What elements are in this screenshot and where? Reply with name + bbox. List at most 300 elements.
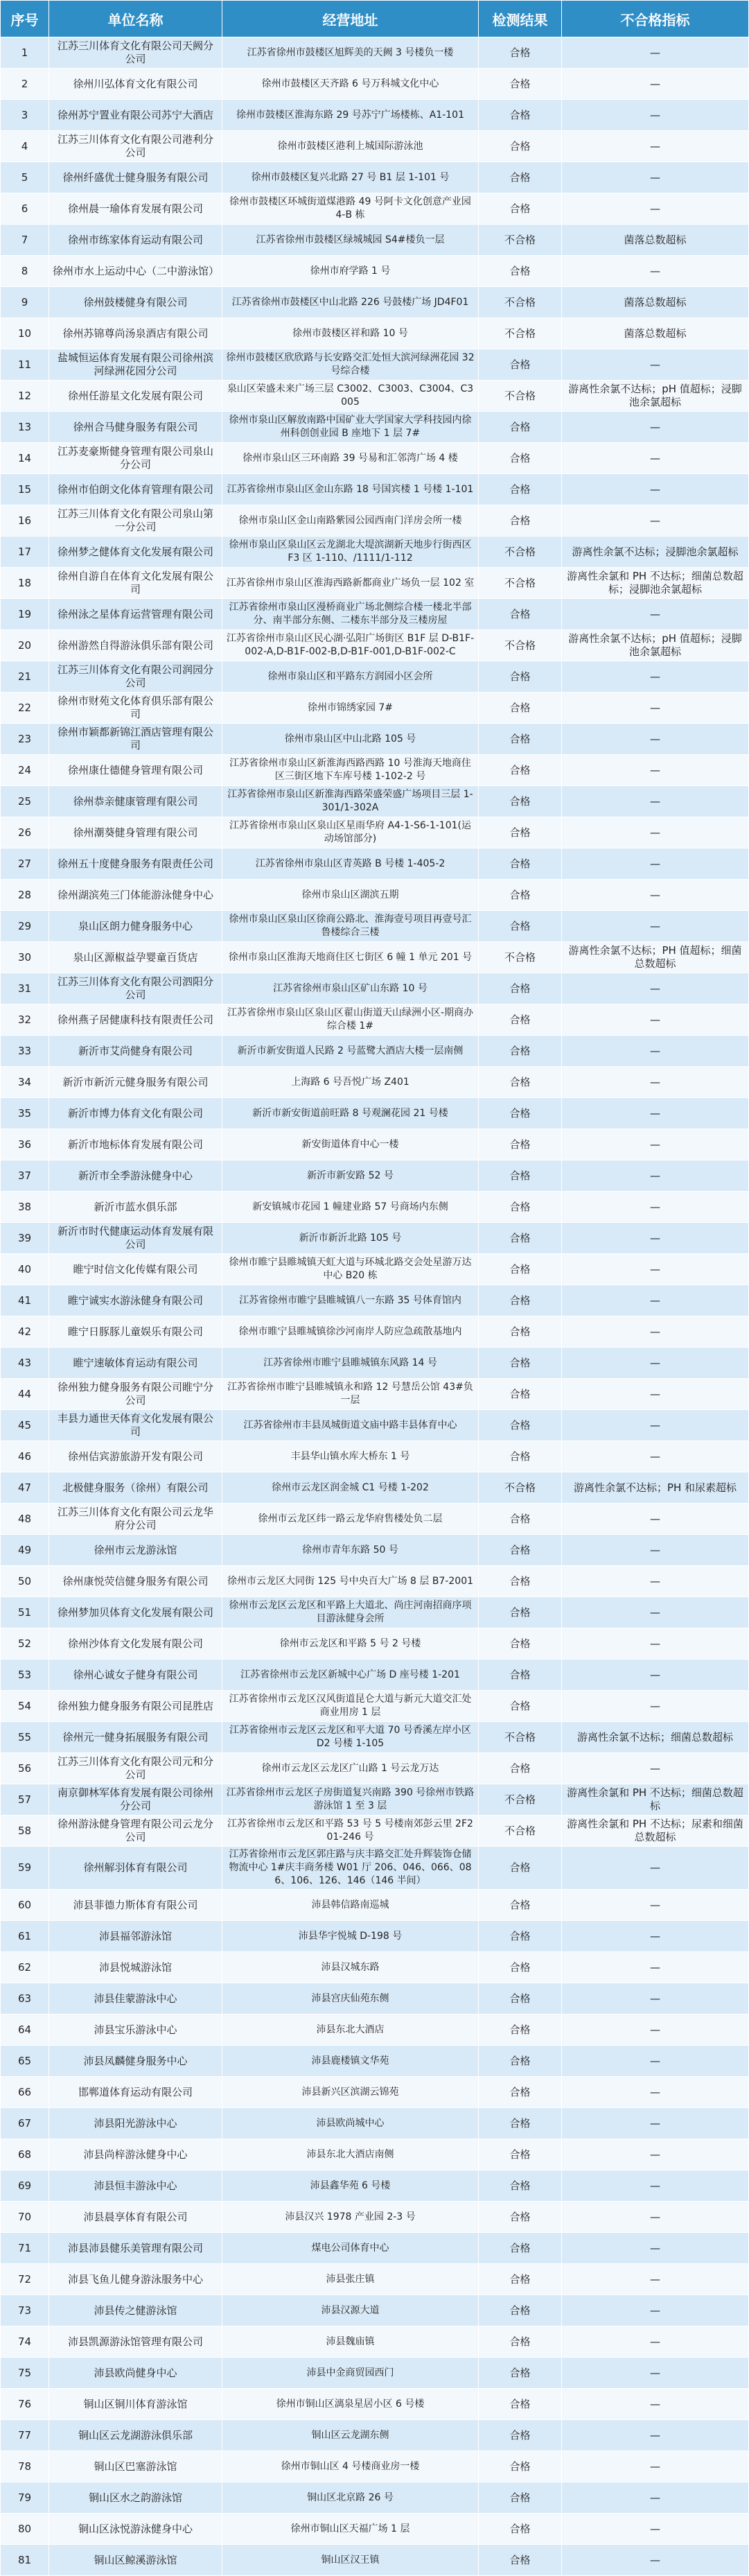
row-result: 合格: [479, 1067, 562, 1098]
row-index: 46: [1, 1441, 49, 1472]
row-address: 沛县东北大酒店南侧: [222, 2139, 479, 2170]
table-row: [1, 1722, 749, 1753]
row-index: 26: [1, 817, 49, 848]
table-row: [1, 100, 749, 131]
row-unit-name: 徐州梦加贝体育文化发展有限公司: [49, 1597, 222, 1628]
row-address: 沛县华宇悦城 D-198 号: [222, 1921, 479, 1952]
row-failed-items: —: [562, 69, 749, 100]
row-index: 77: [1, 2420, 49, 2451]
row-address: 徐州市泉山区湖滨五期: [222, 880, 479, 911]
row-unit-name: 徐州游然自得游泳俱乐部有限公司: [49, 630, 222, 661]
row-failed-items: —: [562, 1316, 749, 1348]
row-failed-items: —: [562, 1379, 749, 1410]
row-failed-items: 菌落总数超标: [562, 225, 749, 256]
row-result: 合格: [479, 2170, 562, 2202]
row-result: 合格: [479, 786, 562, 817]
row-index: 72: [1, 2264, 49, 2295]
row-unit-name: 沛县晨享体育有限公司: [49, 2202, 222, 2233]
row-unit-name: 新沂市新沂元健身服务有限公司: [49, 1067, 222, 1098]
table-row: [1, 287, 749, 318]
table-row: [1, 755, 749, 786]
row-result: 合格: [479, 1004, 562, 1036]
row-failed-items: —: [562, 1535, 749, 1566]
row-index: 55: [1, 1722, 49, 1753]
row-unit-name: 徐州梦之健体育文化发展有限公司: [49, 537, 222, 568]
row-index: 62: [1, 1952, 49, 1983]
row-unit-name: 徐州川弘体育文化有限公司: [49, 69, 222, 100]
row-failed-items: —: [562, 2077, 749, 2108]
table-row: [1, 1410, 749, 1441]
row-unit-name: 沛县佳蒙游泳中心: [49, 1983, 222, 2014]
row-result: 合格: [479, 69, 562, 100]
row-address: 丰县华山镇水库大桥东 1 号: [222, 1441, 479, 1472]
row-failed-items: —: [562, 131, 749, 162]
table-row: [1, 817, 749, 848]
table-row: [1, 474, 749, 505]
row-result: 合格: [479, 1160, 562, 1192]
row-failed-items: —: [562, 1890, 749, 1921]
row-unit-name: 徐州苏宁置业有限公司苏宁大酒店: [49, 100, 222, 131]
row-failed-items: 游离性余氯不达标；浸脚池余氯超标: [562, 537, 749, 568]
row-unit-name: 盐城恒运体育发展有限公司徐州滨河绿洲花园分公司: [49, 349, 222, 381]
row-address: 新安街道体育中心一楼: [222, 1129, 479, 1160]
row-address: 江苏省徐州市泉山区漫桥商业广场北侧综合楼一楼北半部分、南半部分东侧、二楼东半部分及三楼房屋: [222, 599, 479, 630]
row-address: 沛县魏庙镇: [222, 2326, 479, 2358]
row-address: 沛县鹿楼镇文华苑: [222, 2046, 479, 2077]
row-address: 江苏省徐州市泉山区新淮海西路荣盛荣盛广场项目三层 1-301/1-302A: [222, 786, 479, 817]
row-unit-name: 徐州潮葵健身管理有限公司: [49, 817, 222, 848]
table-row: [1, 630, 749, 661]
table-row: [1, 786, 749, 817]
table-row: [1, 2514, 749, 2545]
row-unit-name: 丰县力通世天体育文化发展有限公司: [49, 1410, 222, 1441]
row-failed-items: —: [562, 1285, 749, 1316]
row-failed-items: —: [562, 2202, 749, 2233]
row-index: 27: [1, 848, 49, 880]
row-unit-name: 江苏三川体育文化有限公司泉山第一分公司: [49, 505, 222, 537]
row-failed-items: —: [562, 349, 749, 381]
table-row: [1, 37, 749, 69]
table-row: [1, 2170, 749, 2202]
row-unit-name: 江苏麦豪斯健身管理有限公司泉山分公司: [49, 443, 222, 474]
row-failed-items: —: [562, 1952, 749, 1983]
row-failed-items: —: [562, 2326, 749, 2358]
row-unit-name: 铜山区水之韵游泳馆: [49, 2482, 222, 2514]
row-address: 江苏省徐州市泉山区新淮海西路西路 10 号淮海天地商住区三街区地下车库号楼 1-102-2 号: [222, 755, 479, 786]
row-address: 铜山区汉王镇: [222, 2545, 479, 2576]
row-result: 合格: [479, 2326, 562, 2358]
row-address: 新沂市新安路 52 号: [222, 1160, 479, 1192]
row-index: 34: [1, 1067, 49, 1098]
row-unit-name: 徐州泳之星体育运营管理有限公司: [49, 599, 222, 630]
row-index: 57: [1, 1784, 49, 1816]
row-failed-items: —: [562, 1921, 749, 1952]
row-index: 45: [1, 1410, 49, 1441]
row-unit-name: 徐州心诚女子健身有限公司: [49, 1660, 222, 1691]
row-failed-items: 游离性余氯和 PH 不达标；细菌总数超标；浸脚池余氯超标: [562, 568, 749, 599]
row-failed-items: 游离性余氯和 PH 不达标；尿素和细菌总数超标: [562, 1816, 749, 1847]
row-result: 合格: [479, 1535, 562, 1566]
row-index: 49: [1, 1535, 49, 1566]
row-unit-name: 徐州沙体育文化发展有限公司: [49, 1628, 222, 1660]
table-row: [1, 443, 749, 474]
row-address: 徐州市云龙区和平路 5 号 2 号楼: [222, 1628, 479, 1660]
row-address: 徐州市泉山区解放南路中国矿业大学国家大学科技园内徐州科创创业园 B 座地下 1 层 7#: [222, 412, 479, 443]
row-result: 合格: [479, 2482, 562, 2514]
row-unit-name: 徐州市练家体育运动有限公司: [49, 225, 222, 256]
row-index: 22: [1, 693, 49, 724]
row-address: 沛县宫庆仙苑东侧: [222, 1983, 479, 2014]
row-result: 合格: [479, 911, 562, 942]
row-unit-name: 新沂市全季游泳健身中心: [49, 1160, 222, 1192]
row-index: 28: [1, 880, 49, 911]
row-failed-items: —: [562, 1004, 749, 1036]
row-result: 合格: [479, 256, 562, 287]
row-unit-name: 沛县福邻游泳馆: [49, 1921, 222, 1952]
row-unit-name: 徐州解羽体育有限公司: [49, 1847, 222, 1890]
row-address: 江苏省徐州市泉山区泉山区翟山街道天山绿洲小区-期商办综合楼 1#: [222, 1004, 479, 1036]
table-row: [1, 537, 749, 568]
row-failed-items: —: [562, 2108, 749, 2139]
row-index: 24: [1, 755, 49, 786]
row-unit-name: 新沂市地标体育发展有限公司: [49, 1129, 222, 1160]
row-result: 合格: [479, 1223, 562, 1254]
row-unit-name: 徐州市云龙游泳馆: [49, 1535, 222, 1566]
row-failed-items: —: [562, 911, 749, 942]
row-unit-name: 徐州游泳健身管理有限公司云龙分公司: [49, 1816, 222, 1847]
row-index: 65: [1, 2046, 49, 2077]
row-unit-name: 江苏三川体育文化有限公司元和分公司: [49, 1753, 222, 1784]
row-index: 39: [1, 1223, 49, 1254]
row-unit-name: 徐州康仕德健身管理有限公司: [49, 755, 222, 786]
row-result: 不合格: [479, 630, 562, 661]
row-failed-items: —: [562, 1036, 749, 1067]
row-unit-name: 徐州市颖都新锦江酒店管理有限公司: [49, 724, 222, 755]
row-unit-name: 新沂市时代健康运动体育发展有限公司: [49, 1223, 222, 1254]
row-index: 51: [1, 1597, 49, 1628]
row-address: 徐州市鼓楼区淮海东路 29 号苏宁广场楼栋、A1-101: [222, 100, 479, 131]
row-result: 合格: [479, 349, 562, 381]
row-address: 江苏省徐州市泉山区金山东路 18 号国宾楼 1 号楼 1-101: [222, 474, 479, 505]
row-result: 合格: [479, 2233, 562, 2264]
row-unit-name: 铜山区巴塞游泳馆: [49, 2451, 222, 2482]
row-index: 75: [1, 2358, 49, 2389]
row-address: 徐州市泉山区金山南路紫园公园西南门洋房会所一楼: [222, 505, 479, 537]
row-address: 江苏省徐州市云龙区云龙区和平大道 70 号香溪左岸小区 D2 号楼 1-105: [222, 1722, 479, 1753]
table-row: [1, 162, 749, 193]
row-index: 66: [1, 2077, 49, 2108]
row-index: 20: [1, 630, 49, 661]
row-address: 江苏省徐州市云龙区和平路 53 号 5 号楼南郊彭云里 2F201-246 号: [222, 1816, 479, 1847]
row-failed-items: —: [562, 193, 749, 225]
row-unit-name: 徐州五十度健身服务有限责任公司: [49, 848, 222, 880]
header-unit-name: 单位名称: [49, 1, 222, 37]
table-row: [1, 1223, 749, 1254]
table-row: [1, 1784, 749, 1816]
row-index: 53: [1, 1660, 49, 1691]
row-result: 合格: [479, 1597, 562, 1628]
row-index: 12: [1, 381, 49, 412]
table-row: [1, 599, 749, 630]
row-unit-name: 铜山区泳悦游泳健身中心: [49, 2514, 222, 2545]
row-failed-items: —: [562, 1441, 749, 1472]
row-failed-items: 游离性余氯不达标；pH 值超标；浸脚池余氯超标: [562, 630, 749, 661]
row-result: 合格: [479, 2077, 562, 2108]
row-result: 合格: [479, 2139, 562, 2170]
row-index: 32: [1, 1004, 49, 1036]
row-result: 合格: [479, 1285, 562, 1316]
table-row: [1, 973, 749, 1004]
row-failed-items: —: [562, 162, 749, 193]
table-row: [1, 2420, 749, 2451]
table-row: [1, 1160, 749, 1192]
row-unit-name: 徐州市财苑文化体育俱乐部有限公司: [49, 693, 222, 724]
table-row: [1, 505, 749, 537]
row-address: 沛县汉城东路: [222, 1952, 479, 1983]
row-index: 81: [1, 2545, 49, 2576]
row-failed-items: —: [562, 1098, 749, 1129]
table-row: [1, 1441, 749, 1472]
header-index: 序号: [1, 1, 49, 37]
row-result: 合格: [479, 661, 562, 693]
row-result: 合格: [479, 1753, 562, 1784]
table-row: [1, 1628, 749, 1660]
table-row: [1, 2014, 749, 2046]
row-failed-items: 游离性余氯不达标；PH 值超标；细菌总数超标: [562, 942, 749, 973]
table-row: [1, 1472, 749, 1504]
row-address: 徐州市泉山区泉山区云龙湖北大堤滨湖新天地步行街西区 F3 区 1-110、/1111/1-112: [222, 537, 479, 568]
row-failed-items: —: [562, 2014, 749, 2046]
row-failed-items: —: [562, 2420, 749, 2451]
row-result: 合格: [479, 2264, 562, 2295]
row-failed-items: —: [562, 1597, 749, 1628]
row-failed-items: —: [562, 1223, 749, 1254]
row-index: 35: [1, 1098, 49, 1129]
row-unit-name: 沛县凤麟健身服务中心: [49, 2046, 222, 2077]
row-failed-items: 游离性余氯不达标；pH 值超标；浸脚池余氯超标: [562, 381, 749, 412]
row-address: 徐州市铜山区 4 号楼商业房一楼: [222, 2451, 479, 2482]
row-index: 61: [1, 1921, 49, 1952]
row-unit-name: 沛县传之健游泳馆: [49, 2295, 222, 2326]
table-row: [1, 2295, 749, 2326]
row-address: 徐州市泉山区中山北路 105 号: [222, 724, 479, 755]
table-row: [1, 2451, 749, 2482]
row-failed-items: —: [562, 2233, 749, 2264]
row-failed-items: —: [562, 1691, 749, 1722]
row-failed-items: —: [562, 412, 749, 443]
row-address: 江苏省徐州市鼓楼区旭辉美的天阙 3 号楼负一楼: [222, 37, 479, 69]
table-row: [1, 1566, 749, 1597]
row-index: 19: [1, 599, 49, 630]
row-failed-items: —: [562, 1847, 749, 1890]
row-unit-name: 铜山区铜川体育游泳馆: [49, 2389, 222, 2420]
row-failed-items: 游离性余氯不达标；细菌总数超标: [562, 1722, 749, 1753]
row-unit-name: 江苏三川体育文化有限公司港利分公司: [49, 131, 222, 162]
row-unit-name: 徐州鼓楼健身有限公司: [49, 287, 222, 318]
row-index: 41: [1, 1285, 49, 1316]
row-address: 沛县欧尚城中心: [222, 2108, 479, 2139]
table-row: [1, 880, 749, 911]
header-result: 检测结果: [479, 1, 562, 37]
row-address: 江苏省徐州市泉山区矿山东路 10 号: [222, 973, 479, 1004]
row-failed-items: —: [562, 817, 749, 848]
row-result: 合格: [479, 443, 562, 474]
table-row: [1, 381, 749, 412]
row-failed-items: —: [562, 1983, 749, 2014]
row-index: 79: [1, 2482, 49, 2514]
row-unit-name: 江苏三川体育文化有限公司泗阳分公司: [49, 973, 222, 1004]
row-unit-name: 沛县凯源游泳馆管理有限公司: [49, 2326, 222, 2358]
row-address: 江苏省徐州市云龙区新城中心广场 D 座号楼 1-201: [222, 1660, 479, 1691]
row-failed-items: —: [562, 2295, 749, 2326]
table-row: [1, 1285, 749, 1316]
table-row: [1, 318, 749, 349]
row-result: 合格: [479, 1566, 562, 1597]
table-row: [1, 1597, 749, 1628]
table-row: [1, 1129, 749, 1160]
row-address: 江苏省徐州市云龙区子房街道复兴南路 390 号徐州市铁路游泳馆 1 至 3 层: [222, 1784, 479, 1816]
table-row: [1, 1316, 749, 1348]
row-unit-name: 邯郸道体育运动有限公司: [49, 2077, 222, 2108]
row-unit-name: 徐州苏锦尊尚汤泉酒店有限公司: [49, 318, 222, 349]
row-address: 沛县汉兴 1978 产业园 2-3 号: [222, 2202, 479, 2233]
row-address: 徐州市云龙区云龙区广山路 1 号云龙万达: [222, 1753, 479, 1784]
row-index: 13: [1, 412, 49, 443]
row-index: 2: [1, 69, 49, 100]
row-failed-items: —: [562, 599, 749, 630]
row-result: 不合格: [479, 1472, 562, 1504]
table-row: [1, 69, 749, 100]
row-address: 徐州市鼓楼区天齐路 6 号万科城文化中心: [222, 69, 479, 100]
row-unit-name: 铜山区云龙湖游泳俱乐部: [49, 2420, 222, 2451]
row-address: 上海路 6 号吾悦广场 Z401: [222, 1067, 479, 1098]
row-address: 徐州市睢宁县睢城镇徐沙河南岸人防应急疏散基地内: [222, 1316, 479, 1348]
row-index: 68: [1, 2139, 49, 2170]
table-row: [1, 1753, 749, 1784]
row-address: 徐州市泉山区和平路东方润园小区会所: [222, 661, 479, 693]
table-row: [1, 568, 749, 599]
row-address: 新沂市新沂北路 105 号: [222, 1223, 479, 1254]
row-result: 合格: [479, 1316, 562, 1348]
row-unit-name: 徐州湖滨苑三门体能游泳健身中心: [49, 880, 222, 911]
row-failed-items: —: [562, 2046, 749, 2077]
table-row: [1, 1379, 749, 1410]
row-index: 47: [1, 1472, 49, 1504]
row-address: 徐州市云龙区大同街 125 号中央百大广场 8 层 B7-2001: [222, 1566, 479, 1597]
row-result: 合格: [479, 1504, 562, 1535]
row-unit-name: 沛县欧尚健身中心: [49, 2358, 222, 2389]
row-result: 合格: [479, 1410, 562, 1441]
row-index: 6: [1, 193, 49, 225]
row-unit-name: 北极健身服务（徐州）有限公司: [49, 1472, 222, 1504]
table-row: [1, 1983, 749, 2014]
row-failed-items: —: [562, 505, 749, 537]
row-index: 71: [1, 2233, 49, 2264]
table-row: [1, 1535, 749, 1566]
table-row: [1, 131, 749, 162]
row-failed-items: —: [562, 1628, 749, 1660]
row-unit-name: 睢宁日豚豚儿童娱乐有限公司: [49, 1316, 222, 1348]
row-result: 不合格: [479, 568, 562, 599]
row-unit-name: 泉山区朗力健身服务中心: [49, 911, 222, 942]
row-unit-name: 徐州纤盛优士健身服务有限公司: [49, 162, 222, 193]
row-index: 29: [1, 911, 49, 942]
row-result: 合格: [479, 2545, 562, 2576]
table-row: [1, 1847, 749, 1890]
row-result: 不合格: [479, 381, 562, 412]
table-row: [1, 1660, 749, 1691]
row-unit-name: 沛县恒丰游泳中心: [49, 2170, 222, 2202]
table-row: [1, 1952, 749, 1983]
row-index: 7: [1, 225, 49, 256]
table-header: [1, 1, 749, 37]
table-row: [1, 1691, 749, 1722]
row-failed-items: —: [562, 1504, 749, 1535]
row-address: 徐州市泉山区泉山区徐商公路北、淮海壹号项目再壹号汇鲁楼综合三楼: [222, 911, 479, 942]
row-result: 合格: [479, 162, 562, 193]
row-unit-name: 睢宁诚实水游泳健身有限公司: [49, 1285, 222, 1316]
row-index: 48: [1, 1504, 49, 1535]
row-index: 44: [1, 1379, 49, 1410]
row-index: 3: [1, 100, 49, 131]
table-body: [1, 37, 749, 2576]
row-failed-items: —: [562, 443, 749, 474]
row-address: 江苏省徐州市睢宁县睢城镇东风路 14 号: [222, 1348, 479, 1379]
row-address: 新沂市新安街道前旺路 8 号观澜花园 21 号楼: [222, 1098, 479, 1129]
row-address: 泉山区荣盛未来广场三层 C3002、C3003、C3004、C3005: [222, 381, 479, 412]
row-index: 15: [1, 474, 49, 505]
row-index: 37: [1, 1160, 49, 1192]
row-index: 4: [1, 131, 49, 162]
row-index: 33: [1, 1036, 49, 1067]
row-address: 煤电公司体育中心: [222, 2233, 479, 2264]
row-result: 不合格: [479, 942, 562, 973]
row-unit-name: 徐州佶宾游旅游开发有限公司: [49, 1441, 222, 1472]
row-index: 43: [1, 1348, 49, 1379]
row-failed-items: 菌落总数超标: [562, 318, 749, 349]
row-index: 18: [1, 568, 49, 599]
row-unit-name: 徐州市伯朗文化体育管理有限公司: [49, 474, 222, 505]
row-address: 江苏省徐州市泉山区青英路 B 号楼 1-405-2: [222, 848, 479, 880]
row-address: 江苏省徐州市鼓楼区绿城城园 S4#楼负一层: [222, 225, 479, 256]
row-address: 江苏省徐州市云龙区汉风街道昆仑大道与新元大道交汇处商业用房 1 层: [222, 1691, 479, 1722]
row-result: 合格: [479, 1628, 562, 1660]
table-row: [1, 1816, 749, 1847]
table-row: [1, 1036, 749, 1067]
table-row: [1, 2139, 749, 2170]
row-result: 合格: [479, 2046, 562, 2077]
row-result: 不合格: [479, 537, 562, 568]
row-address: 沛县鑫华苑 6 号楼: [222, 2170, 479, 2202]
row-result: 合格: [479, 1129, 562, 1160]
row-address: 徐州市鼓楼区复兴北路 27 号 B1 层 1-101 号: [222, 162, 479, 193]
row-result: 不合格: [479, 225, 562, 256]
row-index: 21: [1, 661, 49, 693]
row-failed-items: —: [562, 1160, 749, 1192]
table-row: [1, 2545, 749, 2576]
row-result: 合格: [479, 1691, 562, 1722]
row-failed-items: 菌落总数超标: [562, 287, 749, 318]
row-failed-items: —: [562, 256, 749, 287]
row-index: 11: [1, 349, 49, 381]
row-failed-items: —: [562, 1192, 749, 1223]
row-result: 合格: [479, 474, 562, 505]
row-unit-name: 沛县菲德力斯体育有限公司: [49, 1890, 222, 1921]
row-result: 合格: [479, 2358, 562, 2389]
table-row: [1, 2264, 749, 2295]
table-row: [1, 1254, 749, 1285]
row-address: 江苏省徐州市睢宁县睢城镇永和路 12 号慧岳公馆 43#负一层: [222, 1379, 479, 1410]
